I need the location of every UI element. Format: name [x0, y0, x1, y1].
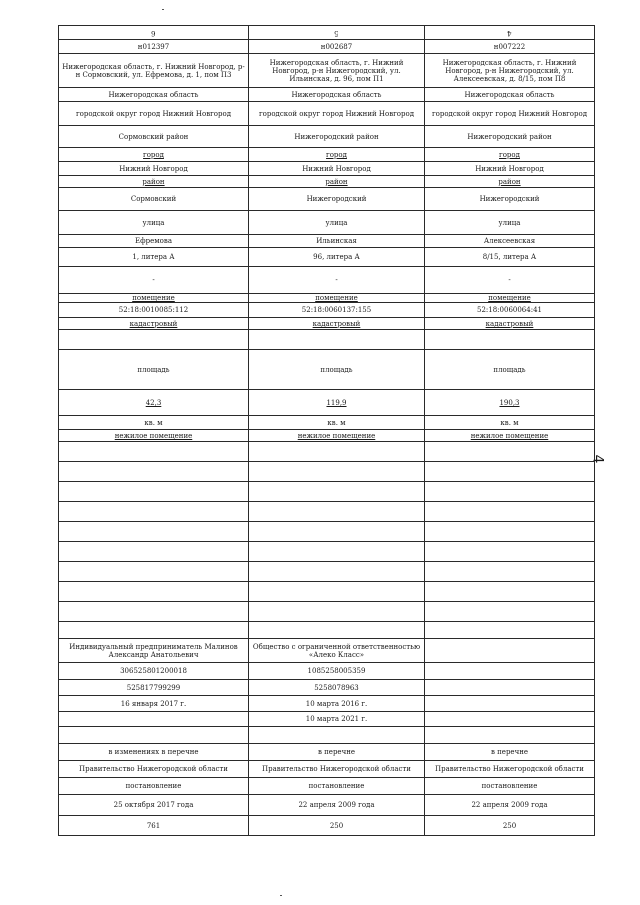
house: 96, литера А: [313, 253, 360, 261]
empty-cell: [59, 582, 249, 602]
contract-start: 10 марта 2016 г.: [305, 699, 368, 708]
col-num-cell: [59, 26, 249, 40]
ogrn: 306525801200018: [120, 667, 187, 675]
row-blank: [59, 267, 595, 294]
area-type-cell: [59, 176, 249, 188]
col-num: 5: [334, 28, 339, 37]
empty-cell: [59, 727, 249, 744]
inn-cell: [59, 680, 249, 696]
ogrn-cell: [249, 663, 425, 680]
settlement-name-cell: [425, 162, 595, 176]
inn-cell: [249, 680, 425, 696]
contract-end: 10 марта 2021 г.: [305, 715, 368, 723]
holder-name-cell: [249, 639, 425, 663]
cad-number-cell: [59, 303, 249, 318]
row-authority: [59, 761, 595, 778]
row-doc-date: [59, 795, 595, 816]
change-type-cell: [249, 744, 425, 761]
row-street-type: [59, 211, 595, 235]
empty-cell: [59, 562, 249, 582]
empty-cell: [59, 622, 249, 639]
empty-cell: [249, 542, 425, 562]
cad-type: кадастровый: [312, 319, 361, 328]
empty-cell: [59, 602, 249, 622]
okrug: городской округ город Нижний Новгород: [75, 109, 232, 118]
cad-number: 52:18:0060064:41: [477, 306, 542, 314]
page-number: 4: [589, 454, 606, 464]
doc-date: 25 октября 2017 года: [113, 801, 194, 809]
premises-type: помещение: [132, 294, 175, 302]
col-num-cell: [425, 26, 595, 40]
contract-end-cell: [59, 712, 249, 727]
street-type: улица: [142, 218, 165, 227]
street-name: Ильинская: [316, 237, 357, 245]
empty-cell: [59, 482, 249, 502]
okrug: городской округ город Нижний Новгород: [258, 109, 415, 118]
settlement-type-cell: [249, 148, 425, 162]
empty-cell: [59, 522, 249, 542]
okrug-cell: [249, 102, 425, 126]
cad-number: 52:18:0010085:112: [118, 306, 189, 314]
row-measure-name: [59, 350, 595, 390]
authority-cell: [249, 761, 425, 778]
row-doc-number: [59, 816, 595, 836]
change-type-cell: [425, 744, 595, 761]
district: Нижегородский район: [294, 132, 379, 141]
unit-cell: [249, 416, 425, 430]
area-name-cell: [425, 188, 595, 211]
cad-type: кадастровый: [485, 319, 534, 328]
empty-row: [59, 482, 595, 502]
empty-cell: [425, 542, 595, 562]
measure-value-cell: [425, 390, 595, 416]
ogrn-cell: [59, 663, 249, 680]
row-doc-type: [59, 778, 595, 795]
contract-start-cell: [425, 696, 595, 712]
holder-name-cell: [425, 639, 595, 663]
empty-row: [59, 602, 595, 622]
purpose: нежилое помещение: [297, 431, 376, 440]
doc-type-cell: [425, 778, 595, 795]
measure-value: 42,3: [145, 398, 162, 407]
empty-row: [59, 330, 595, 350]
doc-number-cell: [425, 816, 595, 836]
measure-name: площадь: [137, 365, 170, 374]
street-type-cell: [59, 211, 249, 235]
row-contract-end: [59, 712, 595, 727]
unit: кв. м: [327, 418, 346, 427]
row-measure-value: [59, 390, 595, 416]
street-type-cell: [425, 211, 595, 235]
empty-cell: [425, 622, 595, 639]
address: Нижегородская область, г. Нижний Новгород, р-н Сормовский, ул. Ефремова, д. 1, пом П3: [62, 62, 245, 79]
empty-row: [59, 622, 595, 639]
settlement-type: город: [499, 150, 520, 159]
contract-start-cell: [59, 696, 249, 712]
row-house: [59, 248, 595, 267]
row-okrug: [59, 102, 595, 126]
row-holder-name: [59, 639, 595, 663]
contract-end-cell: [425, 712, 595, 727]
empty-cell: [425, 482, 595, 502]
doc-number: 250: [329, 821, 344, 830]
address-cell: [425, 54, 595, 88]
empty-cell: [59, 442, 249, 462]
empty-cell: [249, 502, 425, 522]
unit: кв. м: [144, 418, 163, 427]
house: 1, литера А: [132, 253, 175, 261]
doc-type-cell: [59, 778, 249, 795]
area-type: район: [498, 177, 521, 186]
region-cell: [249, 88, 425, 102]
contract-start-cell: [249, 696, 425, 712]
area-type: район: [325, 177, 348, 186]
empty-cell: [249, 562, 425, 582]
scan-speck: [280, 895, 282, 896]
region: Нижегородская область: [108, 90, 199, 99]
region: Нижегородская область: [464, 90, 555, 99]
ogrn: 1085258005359: [307, 667, 366, 675]
house-cell: [425, 248, 595, 267]
purpose-cell: [425, 430, 595, 442]
empty-row: [59, 562, 595, 582]
doc-date: 22 апреля 2009 года: [471, 801, 548, 809]
measure-name-cell: [425, 350, 595, 390]
row-street-name: [59, 235, 595, 248]
doc-type: постановление: [481, 782, 538, 790]
empty-cell: [425, 462, 595, 482]
cad-type-cell: [59, 318, 249, 330]
street-type-cell: [249, 211, 425, 235]
authority-cell: [59, 761, 249, 778]
empty-cell: [425, 727, 595, 744]
unit-cell: [425, 416, 595, 430]
area-name-cell: [59, 188, 249, 211]
settlement-type-cell: [425, 148, 595, 162]
change-type: в перечне: [317, 748, 356, 756]
area-type: район: [142, 177, 165, 186]
blank: -: [508, 276, 511, 284]
empty-cell: [425, 602, 595, 622]
address: Нижегородская область, г. Нижний Новгород, р-н Нижегородский, ул. Алексеевская, д. 8/15, пом П8: [442, 58, 577, 83]
address-cell: [59, 54, 249, 88]
doc-date: 22 апреля 2009 года: [298, 801, 375, 809]
purpose-cell: [59, 430, 249, 442]
empty-cell: [59, 502, 249, 522]
empty-cell: [249, 727, 425, 744]
measure-name-cell: [249, 350, 425, 390]
settlement-type-cell: [59, 148, 249, 162]
house: 8/15, литера А: [482, 253, 537, 261]
empty-cell: [59, 462, 249, 482]
doc-date-cell: [59, 795, 249, 816]
area-name: Сормовский: [130, 195, 177, 203]
empty-row: [59, 442, 595, 462]
empty-cell: [425, 562, 595, 582]
settlement-name-cell: [59, 162, 249, 176]
doc-date-cell: [425, 795, 595, 816]
measure-value: 190,3: [499, 398, 520, 407]
row-area-name: [59, 188, 595, 211]
row-purpose: [59, 430, 595, 442]
purpose-cell: [249, 430, 425, 442]
address-cell: [249, 54, 425, 88]
doc-number-cell: [249, 816, 425, 836]
settlement-type: город: [143, 150, 164, 159]
reg-no-cell: [249, 40, 425, 54]
authority: Правительство Нижегородской области: [262, 765, 411, 773]
empty-row: [59, 462, 595, 482]
change-type: в перечне: [490, 748, 529, 756]
change-type: в изменениях в перечне: [108, 748, 199, 756]
empty-cell: [249, 522, 425, 542]
cad-type-cell: [249, 318, 425, 330]
district-cell: [59, 126, 249, 148]
row-settlement-name: [59, 162, 595, 176]
district-cell: [425, 126, 595, 148]
row-premises-type: [59, 294, 595, 303]
cad-number-cell: [425, 303, 595, 318]
blank: -: [335, 276, 338, 284]
reg-no-cell: [425, 40, 595, 54]
house-cell: [249, 248, 425, 267]
okrug-cell: [425, 102, 595, 126]
col-num: 4: [507, 28, 512, 37]
settlement-name: Нижний Новгород: [475, 164, 544, 173]
measure-name-cell: [59, 350, 249, 390]
premises-type: помещение: [315, 294, 358, 302]
row-district: [59, 126, 595, 148]
measure-value-cell: [249, 390, 425, 416]
row-cad-type: [59, 318, 595, 330]
street-name: Алексеевская: [483, 237, 536, 245]
district: Нижегородский район: [467, 132, 552, 141]
empty-cell: [59, 330, 249, 350]
row-settlement-type: [59, 148, 595, 162]
district-cell: [249, 126, 425, 148]
col-num-cell: [249, 26, 425, 40]
reg-no: н012397: [137, 42, 170, 51]
okrug: городской округ город Нижний Новгород: [431, 109, 588, 118]
empty-cell: [249, 330, 425, 350]
measure-name: площадь: [320, 365, 353, 374]
authority: Правительство Нижегородской области: [79, 765, 228, 773]
empty-cell: [249, 622, 425, 639]
measure-value-cell: [59, 390, 249, 416]
row-ogrn: [59, 663, 595, 680]
doc-number: 250: [502, 821, 517, 830]
row-region: [59, 88, 595, 102]
okrug-cell: [59, 102, 249, 126]
reg-no-cell: [59, 40, 249, 54]
reg-no: н002687: [320, 42, 353, 51]
area-name-cell: [249, 188, 425, 211]
inn: 5258078963: [314, 683, 359, 692]
blank-cell: [59, 267, 249, 294]
doc-type-cell: [249, 778, 425, 795]
doc-number-cell: [59, 816, 249, 836]
registry-table: [58, 25, 595, 836]
empty-cell: [249, 462, 425, 482]
inn: 525817799299: [126, 683, 181, 692]
street-name-cell: [249, 235, 425, 248]
area-type-cell: [425, 176, 595, 188]
house-cell: [59, 248, 249, 267]
blank-cell: [249, 267, 425, 294]
settlement-type: город: [326, 150, 347, 159]
cad-number-cell: [249, 303, 425, 318]
unit-cell: [59, 416, 249, 430]
region-cell: [425, 88, 595, 102]
address: Нижегородская область, г. Нижний Новгород, р-н Нижегородский, ул. Ильинская, д. 96, пом П1: [269, 58, 404, 83]
settlement-name: Нижний Новгород: [119, 164, 188, 173]
holder-name: Общество с ограниченной ответственностью «Алеко Класс»: [252, 642, 421, 659]
col-num: 6: [151, 28, 156, 37]
empty-cell: [249, 442, 425, 462]
empty-row: [59, 542, 595, 562]
blank-cell: [425, 267, 595, 294]
doc-number: 761: [146, 821, 161, 830]
cad-type: кадастровый: [129, 319, 178, 328]
row-reg-no: [59, 40, 595, 54]
row-cad-number: [59, 303, 595, 318]
empty-cell: [425, 330, 595, 350]
unit: кв. м: [500, 418, 519, 427]
area-type-cell: [249, 176, 425, 188]
empty-cell: [249, 482, 425, 502]
premises-type-cell: [249, 294, 425, 303]
blank: -: [152, 276, 155, 284]
row-address: [59, 54, 595, 88]
contract-start: 16 января 2017 г.: [120, 699, 187, 708]
row-area-type: [59, 176, 595, 188]
premises-type: помещение: [488, 294, 531, 302]
reg-no: н007222: [493, 42, 526, 51]
inn-cell: [425, 680, 595, 696]
region: Нижегородская область: [291, 90, 382, 99]
measure-value: 119,9: [326, 398, 347, 407]
empty-cell: [425, 502, 595, 522]
holder-name: Индивидуальный предприниматель Малинов Александр Анатольевич: [69, 642, 238, 659]
street-type: улица: [498, 218, 521, 227]
premises-type-cell: [59, 294, 249, 303]
premises-type-cell: [425, 294, 595, 303]
empty-row: [59, 582, 595, 602]
doc-type: постановление: [308, 782, 365, 790]
street-name-cell: [59, 235, 249, 248]
row-contract-start: [59, 696, 595, 712]
scan-speck: [162, 9, 164, 10]
empty-row: [59, 727, 595, 744]
ogrn-cell: [425, 663, 595, 680]
empty-cell: [249, 602, 425, 622]
doc-type: постановление: [125, 782, 182, 790]
holder-name-cell: [59, 639, 249, 663]
empty-row: [59, 522, 595, 542]
change-type-cell: [59, 744, 249, 761]
area-name: Нижегородский: [306, 195, 367, 203]
purpose: нежилое помещение: [114, 431, 193, 440]
street-name: Ефремова: [135, 237, 172, 245]
row-unit: [59, 416, 595, 430]
street-name-cell: [425, 235, 595, 248]
purpose: нежилое помещение: [470, 431, 549, 440]
region-cell: [59, 88, 249, 102]
empty-cell: [425, 442, 595, 462]
measure-name: площадь: [493, 365, 526, 374]
district: Сормовский район: [118, 132, 189, 141]
authority-cell: [425, 761, 595, 778]
empty-cell: [249, 582, 425, 602]
street-type: улица: [325, 218, 348, 227]
contract-end-cell: [249, 712, 425, 727]
area-name: Нижегородский: [479, 195, 540, 203]
authority: Правительство Нижегородской области: [435, 765, 584, 773]
row-change-type: [59, 744, 595, 761]
doc-date-cell: [249, 795, 425, 816]
empty-cell: [425, 582, 595, 602]
empty-cell: [425, 522, 595, 542]
settlement-name-cell: [249, 162, 425, 176]
cad-number: 52:18:0060137:155: [301, 306, 372, 314]
settlement-name: Нижний Новгород: [302, 164, 371, 173]
empty-row: [59, 502, 595, 522]
row-inn: [59, 680, 595, 696]
row-col-num: [59, 26, 595, 40]
empty-cell: [59, 542, 249, 562]
cad-type-cell: [425, 318, 595, 330]
